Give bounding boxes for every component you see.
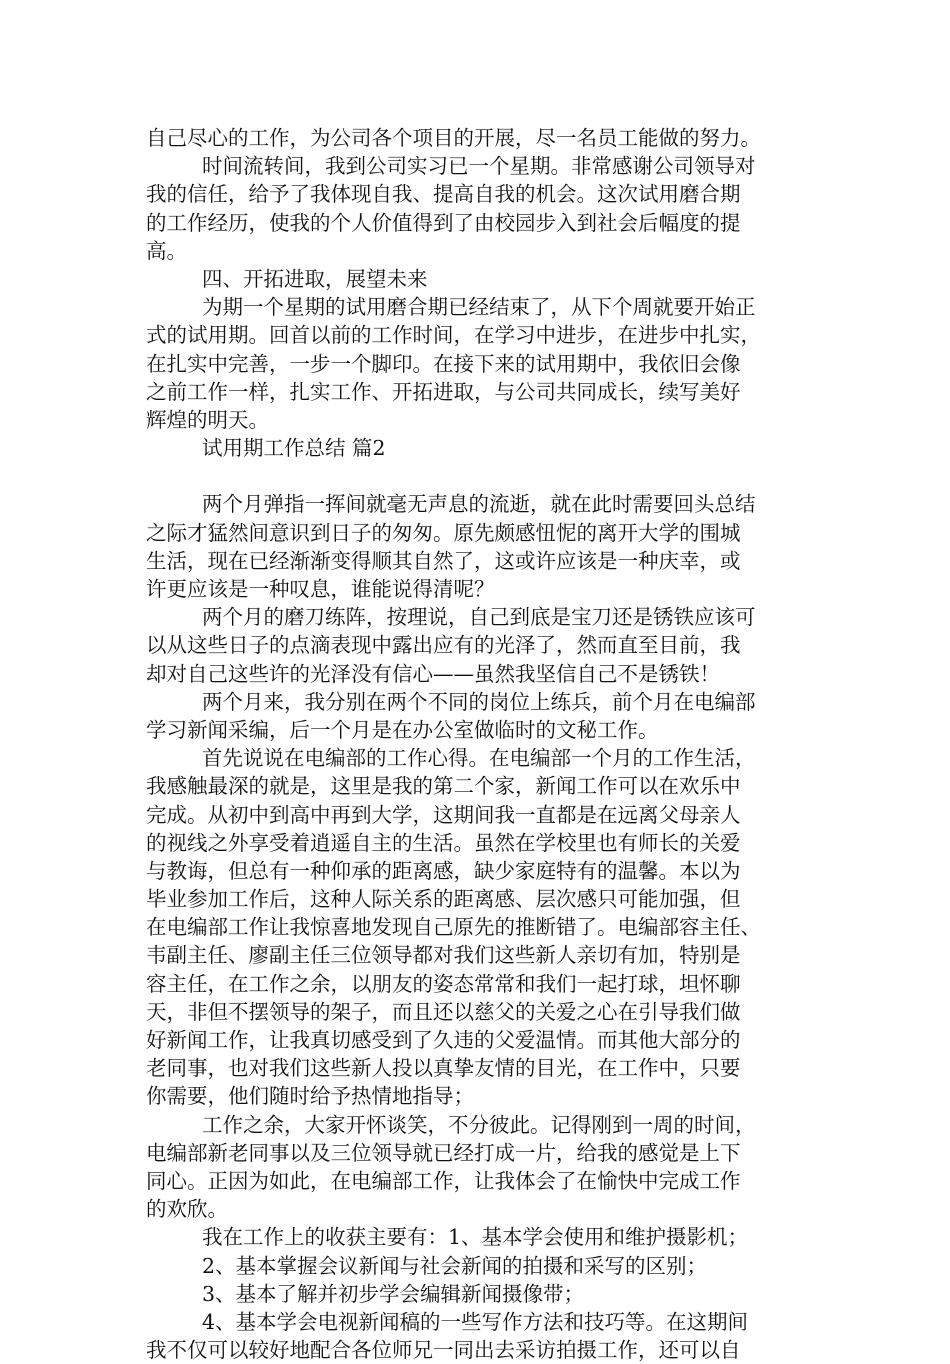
text-line: 辉煌的明天。 [146,407,269,432]
text-line: 在电编部工作让我惊喜地发现自己原先的推断错了。电编部容主任、 [146,915,761,940]
text-line: 高。 [146,238,187,263]
document-body [146,124,806,1364]
text-line: 好新闻工作，让我真切感受到了久违的父爱温情。而其他大部分的 [146,1028,741,1052]
text-line: 2、基本掌握会议新闻与社会新闻的拍摄和采写的区别； [202,1253,708,1278]
text-line: 完成。从初中到高中再到大学，这期间我一直都是在远离父母亲人 [146,802,741,827]
text-line: 式的试用期。回首以前的工作时间，在学习中进步，在进步中扎实， [146,323,761,348]
text-line: 为期一个星期的试用磨合期已经结束了，从下个周就要开始正 [202,295,756,320]
text-line: 工作之余，大家开怀谈笑，不分彼此。记得刚到一周的时间， [202,1112,756,1137]
text-line: 与教诲，但总有一种仰承的距离感，缺少家庭特有的温馨。本以为 [146,858,741,883]
text-line: 我不仅可以较好地配合各位师兄一同出去采访拍摄工作，还可以自 [146,1338,741,1363]
text-line: 之际才猛然间意识到日子的匆匆。原先颇感忸怩的离开大学的围城 [146,520,741,545]
text-line: 毕业参加工作后，这种人际关系的距离感、层次感只可能加强，但 [146,887,741,912]
blank-line [146,462,806,490]
text-line: 的视线之外享受着逍遥自主的生活。虽然在学校里也有师长的关爱 [146,830,741,855]
text-line: 天，非但不摆领导的架子，而且还以慈父的关爱之心在引导我们做 [146,999,741,1024]
text-line: 首先说说在电编部的工作心得。在电编部一个月的工作生活， [202,746,756,771]
text-line: 在扎实中完善，一步一个脚印。在接下来的试用期中，我依旧会像 [146,351,741,376]
text-line: 容主任，在工作之余，以朋友的姿态常常和我们一起打球，坦怀聊 [146,971,741,996]
text-line: 四、开拓进取，展望未来 [202,266,428,291]
text-line: 却对自己这些许的光泽没有信心——虽然我坚信自己不是锈铁！ [146,661,720,686]
text-line: 韦副主任、廖副主任三位领导都对我们这些新人亲切有加，特别是 [146,943,741,968]
text-line: 学习新闻采编，后一个月是在办公室做临时的文秘工作。 [146,717,659,742]
text-line: 两个月来，我分别在两个不同的岗位上练兵，前个月在电编部 [202,689,756,714]
text-line: 的欢欣。 [146,1197,228,1222]
text-line: 3、基本了解并初步学会编辑新闻摄像带； [202,1281,585,1306]
text-line: 4、基本学会电视新闻稿的一些写作方法和技巧等。在这期间 [202,1309,749,1334]
text-line: 以从这些日子的点滴表现中露出应有的光泽了，然而直至目前，我 [146,633,741,658]
text-line: 的工作经历，使我的个人价值得到了由校园步入到社会后幅度的提 [146,210,741,235]
text-line: 自己尽心的工作，为公司各个项目的开展，尽一名员工能做的努力。 [146,126,761,150]
text-line: 两个月弹指一挥间就毫无声息的流逝，就在此时需要回头总结 [202,492,756,517]
text-line: 两个月的磨刀练阵，按理说，自己到底是宝刀还是锈铁应该可 [202,605,756,630]
text-line: 同心。正因为如此，在电编部工作，让我体会了在愉快中完成工作 [146,1168,741,1193]
text-line: 电编部新老同事以及三位领导就已经打成一片，给我的感觉是上下 [146,1140,741,1165]
text-line: 你需要，他们随时给予热情地指导； [146,1084,474,1109]
text-line: 之前工作一样，扎实工作、开拓进取，与公司共同成长，续写美好 [146,379,741,404]
text-line: 生活，现在已经渐渐变得顺其自然了，这或许应该是一种庆幸，或 [146,548,741,573]
text-line: 许更应该是一种叹息，谁能说得清呢？ [146,577,495,601]
text-line: 我在工作上的收获主要有：1、基本学会使用和维护摄影机； [202,1225,749,1250]
text-line: 试用期工作总结 篇2 [202,436,386,461]
text-line: 我感触最深的就是，这里是我的第二个家，新闻工作可以在欢乐中 [146,774,741,799]
text-line: 时间流转间，我到公司实习已一个星期。非常感谢公司领导对 [202,154,756,179]
text-line: 老同事，也对我们这些新人投以真挚友情的目光，在工作中，只要 [146,1056,741,1081]
text-line: 我的信任，给予了我体现自我、提高自我的机会。这次试用磨合期 [146,182,741,207]
